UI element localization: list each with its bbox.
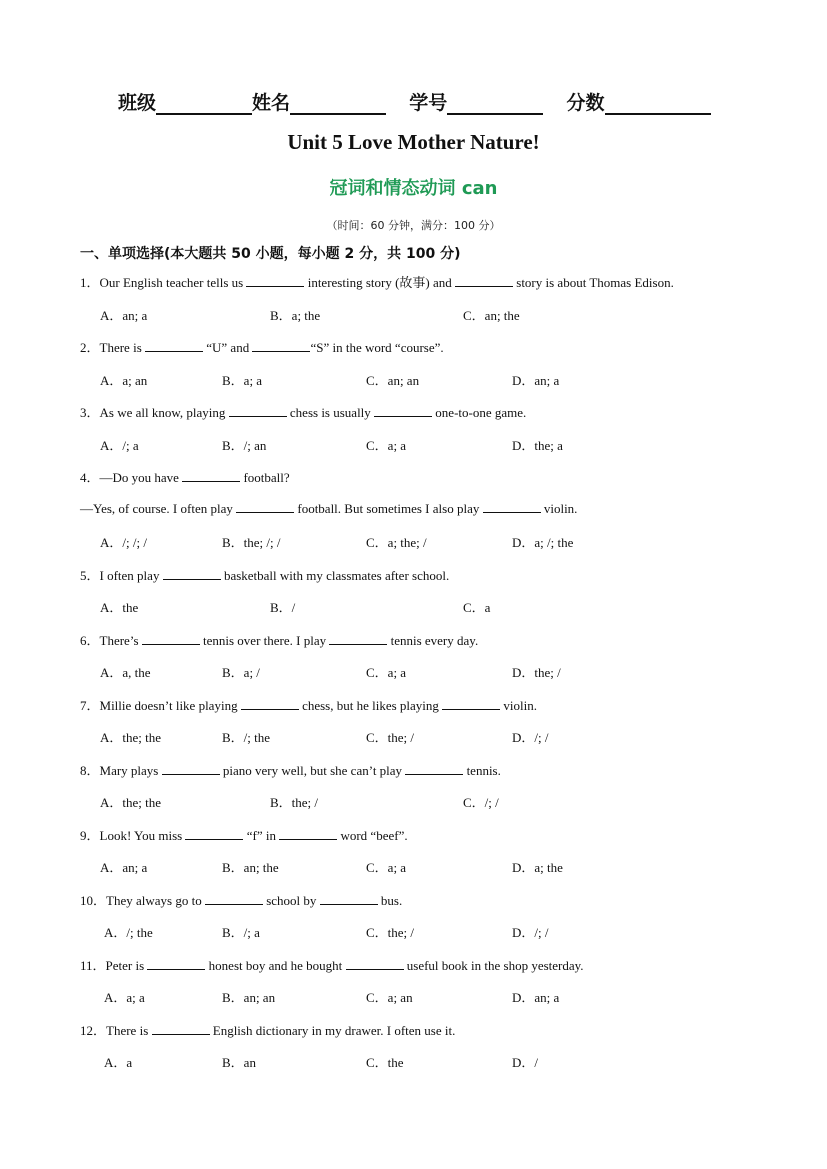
answer-blank[interactable] [246, 274, 304, 287]
answer-blank[interactable] [329, 632, 387, 645]
answer-blank[interactable] [236, 500, 294, 513]
option-d[interactable]: D．an; a [512, 373, 560, 388]
answer-blank[interactable] [405, 762, 463, 775]
question-4-reply [80, 500, 577, 517]
option-b[interactable]: B．a; a [222, 373, 263, 388]
question-number: 10． [80, 893, 107, 908]
question-text: —Do you have [99, 470, 183, 485]
option-a[interactable]: A．a [104, 1055, 133, 1070]
option-a[interactable]: A．an; a [100, 308, 148, 323]
option-c[interactable]: C．an; an [366, 373, 420, 388]
option-a[interactable]: A．/; a [100, 438, 139, 453]
option-a[interactable]: A．a, the [100, 665, 151, 680]
answer-blank[interactable] [241, 697, 299, 710]
question-text: violin. [500, 698, 538, 713]
question-text: tennis. [463, 763, 501, 778]
question-number: 3． [80, 405, 100, 420]
option-b[interactable]: B．/; an [222, 438, 267, 453]
answer-blank[interactable] [182, 469, 240, 482]
answer-blank[interactable] [442, 697, 500, 710]
question-text: Peter is [105, 958, 148, 973]
answer-blank[interactable] [205, 892, 263, 905]
option-d[interactable]: D．a; the [512, 860, 563, 875]
question-number: 12． [80, 1023, 107, 1038]
page-title: Unit 5 Love Mother Nature! [287, 130, 540, 154]
option-c[interactable]: C．a; a [366, 438, 407, 453]
name-blank[interactable] [290, 93, 386, 115]
question-text: basketball with my classmates after school. [220, 568, 450, 583]
option-d[interactable]: D．a; /; the [512, 535, 574, 550]
question-text: piano very well, but she can’t play [219, 763, 406, 778]
question-text: tennis every day. [387, 633, 479, 648]
answer-blank[interactable] [142, 632, 200, 645]
option-a[interactable]: A．the; the [100, 795, 162, 810]
option-a[interactable]: A．/; the [104, 925, 153, 940]
answer-blank[interactable] [162, 762, 220, 775]
question-number: 4． [80, 470, 100, 485]
question-1 [80, 272, 674, 291]
question-text: story is about Thomas Edison. [513, 275, 674, 290]
answer-blank[interactable] [185, 827, 243, 840]
question-10 [80, 890, 402, 909]
option-c[interactable]: C．a; an [366, 990, 413, 1005]
option-c[interactable]: C．/; / [463, 795, 499, 810]
option-c[interactable]: C．the [366, 1055, 404, 1070]
question-text: —Yes, of course. I often play [80, 501, 237, 516]
option-c[interactable]: C．a; the; / [366, 535, 427, 550]
question-text: interesting story (故事) and [304, 275, 456, 290]
question-11 [80, 955, 584, 974]
question-text: tennis over there. I play [199, 633, 330, 648]
option-b[interactable]: B．the; / [270, 795, 319, 810]
option-d[interactable]: D．/; / [512, 925, 549, 940]
question-text: “S” in the word “course”. [310, 340, 444, 355]
answer-blank[interactable] [229, 404, 287, 417]
question-3 [80, 402, 526, 421]
question-text: violin. [540, 501, 578, 516]
question-text: There’s [99, 633, 142, 648]
option-c[interactable]: C．the; / [366, 730, 415, 745]
question-number: 8． [80, 763, 100, 778]
student-info-line [118, 88, 711, 115]
question-number: 9． [80, 828, 100, 843]
number-label: 学号 [409, 92, 448, 114]
option-b[interactable]: B．an; an [222, 990, 276, 1005]
question-text: Millie doesn’t like playing [99, 698, 241, 713]
option-b[interactable]: B．/; the [222, 730, 271, 745]
option-b[interactable]: B．the; /; / [222, 535, 281, 550]
page-subtitle: 冠词和情态动词 can [329, 178, 498, 199]
question-4 [80, 467, 290, 486]
question-number: 6． [80, 633, 100, 648]
question-text: honest boy and he bought [205, 958, 346, 973]
question-number: 11． [80, 958, 106, 973]
answer-blank[interactable] [163, 567, 221, 580]
answer-blank[interactable] [320, 892, 378, 905]
question-text: chess, but he likes playing [298, 698, 443, 713]
question-text: Mary plays [99, 763, 162, 778]
option-d[interactable]: D．the; a [512, 438, 563, 453]
option-b[interactable]: B．an [222, 1055, 256, 1070]
question-text: word “beef”. [337, 828, 408, 843]
answer-blank[interactable] [152, 1022, 210, 1035]
option-d[interactable]: D．an; a [512, 990, 560, 1005]
option-c[interactable]: C．a; a [366, 860, 407, 875]
question-number: 5． [80, 568, 100, 583]
option-b[interactable]: B．/ [270, 600, 296, 615]
question-7 [80, 695, 537, 714]
option-a[interactable]: A．an; a [100, 860, 148, 875]
time-note: （时间：60 分钟，满分：100 分） [326, 219, 501, 232]
answer-blank[interactable] [145, 339, 203, 352]
option-b[interactable]: B．a; / [222, 665, 260, 680]
question-text: There is [99, 340, 145, 355]
question-number: 7． [80, 698, 100, 713]
question-text: “f” in [243, 828, 280, 843]
number-blank[interactable] [447, 93, 543, 115]
question-6 [80, 630, 478, 649]
question-text: I often play [99, 568, 163, 583]
question-text: bus. [377, 893, 403, 908]
option-c[interactable]: C．a [463, 600, 491, 615]
score-blank[interactable] [605, 93, 711, 115]
answer-blank[interactable] [374, 404, 432, 417]
option-d[interactable]: D．/ [512, 1055, 539, 1070]
option-c[interactable]: C．a; a [366, 665, 407, 680]
name-label: 姓名 [252, 92, 291, 114]
score-label: 分数 [566, 92, 605, 114]
answer-blank[interactable] [455, 274, 513, 287]
option-a[interactable]: A．/; /; / [100, 535, 147, 550]
question-number: 1． [80, 275, 100, 290]
option-d[interactable]: D．/; / [512, 730, 549, 745]
answer-blank[interactable] [147, 957, 205, 970]
question-text: They always go to [106, 893, 205, 908]
question-9 [80, 825, 408, 844]
answer-blank[interactable] [483, 500, 541, 513]
question-text: football. But sometimes I also play [294, 501, 483, 516]
option-a[interactable]: A．the [100, 600, 139, 615]
question-text: As we all know, playing [99, 405, 229, 420]
option-c[interactable]: C．the; / [366, 925, 415, 940]
option-b[interactable]: B．/; a [222, 925, 260, 940]
question-text: “U” and [203, 340, 253, 355]
option-a[interactable]: A．the; the [100, 730, 162, 745]
question-text: Our English teacher tells us [99, 275, 247, 290]
option-a[interactable]: A．a; a [104, 990, 145, 1005]
class-label: 班级 [118, 92, 157, 114]
question-number: 2． [80, 340, 100, 355]
question-text: There is [106, 1023, 152, 1038]
question-text: football? [240, 470, 290, 485]
section-title: 一、单项选择(本大题共 50 小题，每小题 2 分，共 100 分) [80, 246, 461, 262]
question-text: school by [262, 893, 320, 908]
question-12 [80, 1020, 455, 1039]
question-text: one-to-one game. [432, 405, 527, 420]
question-8 [80, 760, 501, 779]
option-b[interactable]: B．an; the [222, 860, 279, 875]
option-c[interactable]: C．an; the [463, 308, 520, 323]
answer-blank[interactable] [279, 827, 337, 840]
option-d[interactable]: D．the; / [512, 665, 561, 680]
question-text: Look! You miss [99, 828, 186, 843]
class-blank[interactable] [156, 93, 252, 115]
question-2 [80, 337, 444, 356]
option-a[interactable]: A．a; an [100, 373, 148, 388]
answer-blank[interactable] [252, 339, 310, 352]
question-text: useful book in the shop yesterday. [403, 958, 584, 973]
answer-blank[interactable] [346, 957, 404, 970]
question-text: chess is usually [286, 405, 375, 420]
option-b[interactable]: B．a; the [270, 308, 321, 323]
question-text: English dictionary in my drawer. I often use it. [209, 1023, 456, 1038]
question-5 [80, 565, 449, 584]
